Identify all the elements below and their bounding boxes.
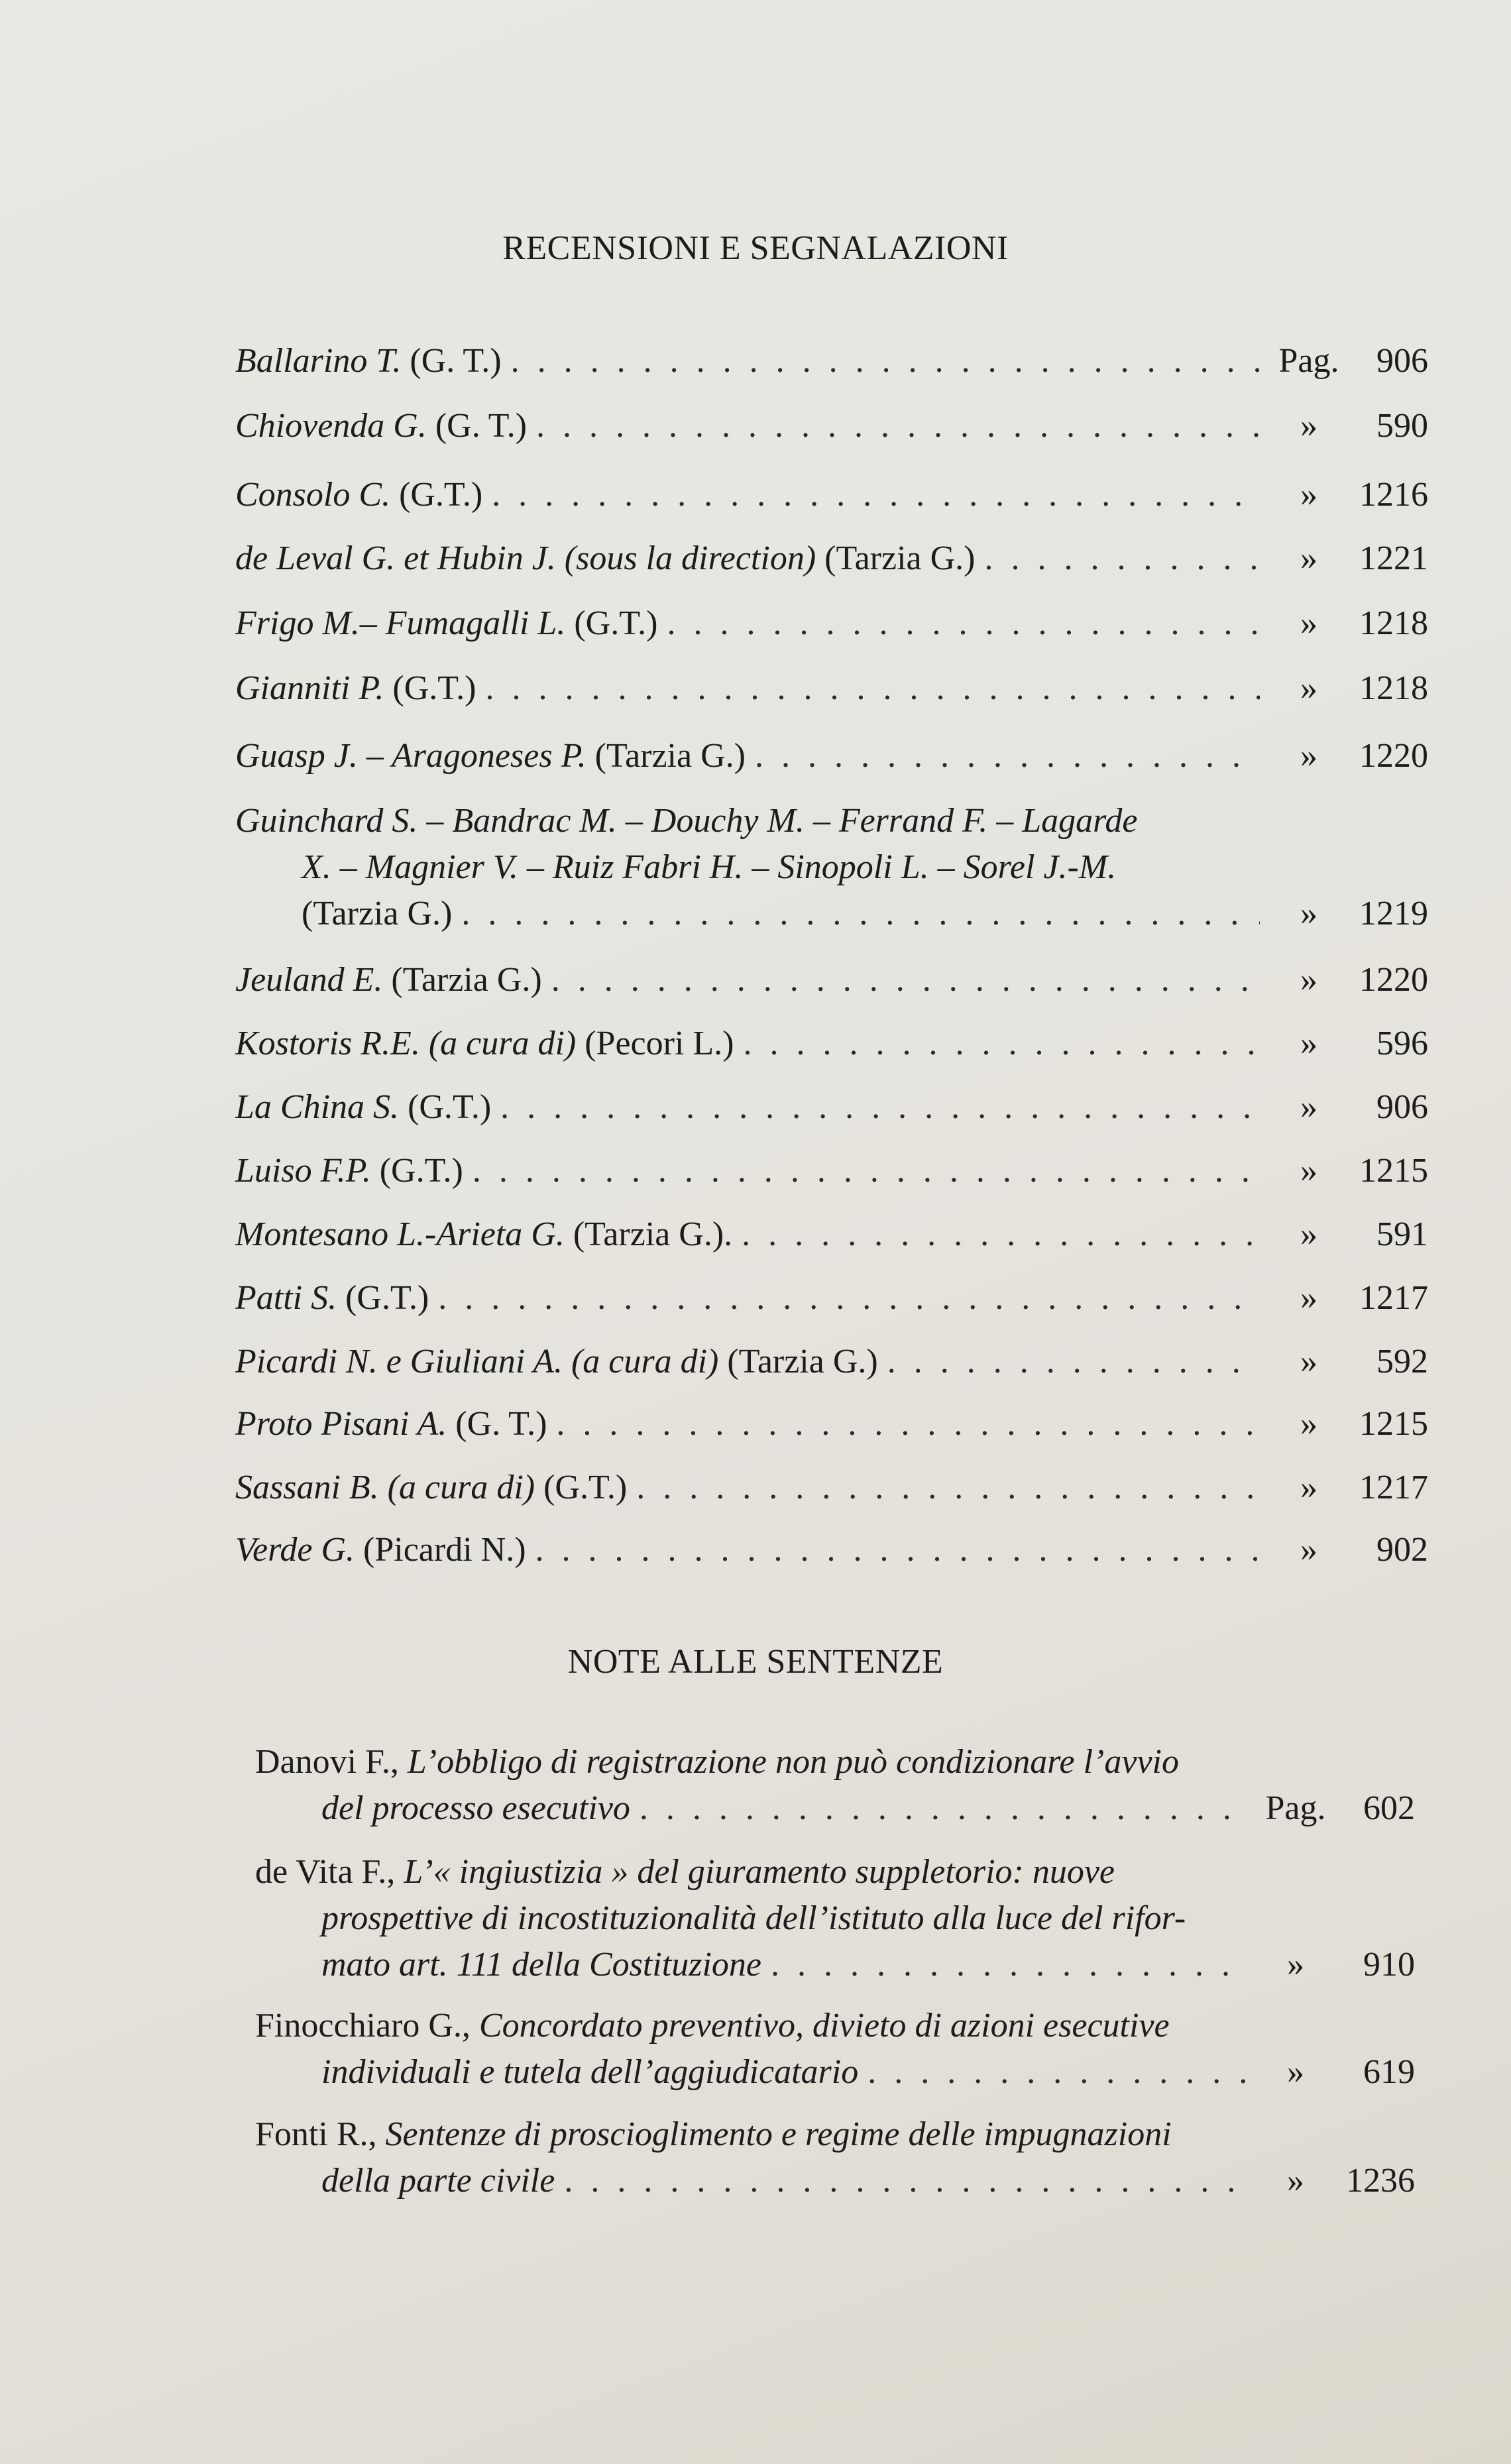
section-title-note: NOTE ALLE SENTENZE: [567, 1643, 944, 1681]
list-item: Ballarino T. (G. T.) . . . Pag. 906: [235, 338, 1428, 384]
section-title-recensioni: RECENSIONI E SEGNALAZIONI: [502, 229, 1009, 267]
list-item: Guasp J. – Aragoneses P. (Tarzia G.) . . . » 1220: [235, 733, 1428, 779]
list-item: de Vita F., L’« ingiustizia » del giuramento suppletorio: nuove prospettive di incostituzionalità dell’istituto alla luce del rifor- mato art. 111 della Costituzione . . . » 910: [255, 1849, 1415, 1988]
list-item: Patti S. (G.T.) . . . » 1217: [235, 1275, 1428, 1321]
list-item: Consolo C. (G.T.) . . . » 1216: [235, 472, 1428, 518]
list-item: Picardi N. e Giuliani A. (a cura di) (Tarzia G.) . . . » 592: [235, 1339, 1428, 1385]
list-item: Luiso F.P. (G.T.) . . . » 1215: [235, 1148, 1428, 1194]
list-item: de Leval G. et Hubin J. (sous la direction) (Tarzia G.) . . . » 1221: [235, 535, 1428, 582]
list-item: Kostoris R.E. (a cura di) (Pecori L.) . . . » 596: [235, 1021, 1428, 1067]
list-item: La China S. (G.T.) . . . » 906: [235, 1084, 1428, 1131]
list-item: Frigo M.– Fumagalli L. (G.T.) . . . » 1218: [235, 600, 1428, 647]
list-item: Finocchiaro G., Concordato preventivo, divieto di azioni esecutive individuali e tutela dell’aggiudicatario . . . » 619: [255, 2003, 1415, 2096]
list-item: Verde G. (Picardi N.) . . . » 902: [235, 1527, 1428, 1573]
list-item: Montesano L.-Arieta G. (Tarzia G.). . . . » 591: [235, 1211, 1428, 1258]
list-item: Gianniti P. (G.T.) . . . » 1218: [235, 665, 1428, 712]
list-item: Chiovenda G. (G. T.) . . . » 590: [235, 403, 1428, 449]
list-item: Guinchard S. – Bandrac M. – Douchy M. – Ferrand F. – Lagarde X. – Magnier V. – Ruiz Fabri H. – Sinopoli L. – Sorel J.-M. (Tarzia G.) . . . » 1219: [235, 798, 1428, 937]
list-item: Proto Pisani A. (G. T.) . . . » 1215: [235, 1401, 1428, 1447]
list-item: Sassani B. (a cura di) (G.T.) . . . » 1217: [235, 1465, 1428, 1511]
list-item: Fonti R., Sentenze di proscioglimento e regime delle impugnazioni della parte civile . . . » 1236: [255, 2111, 1415, 2204]
list-item: Jeuland E. (Tarzia G.) . . . » 1220: [235, 957, 1428, 1003]
list-item: Danovi F., L’obbligo di registrazione non può condizionare l’avvio del processo esecutivo . . . Pag. 602: [255, 1739, 1415, 1832]
